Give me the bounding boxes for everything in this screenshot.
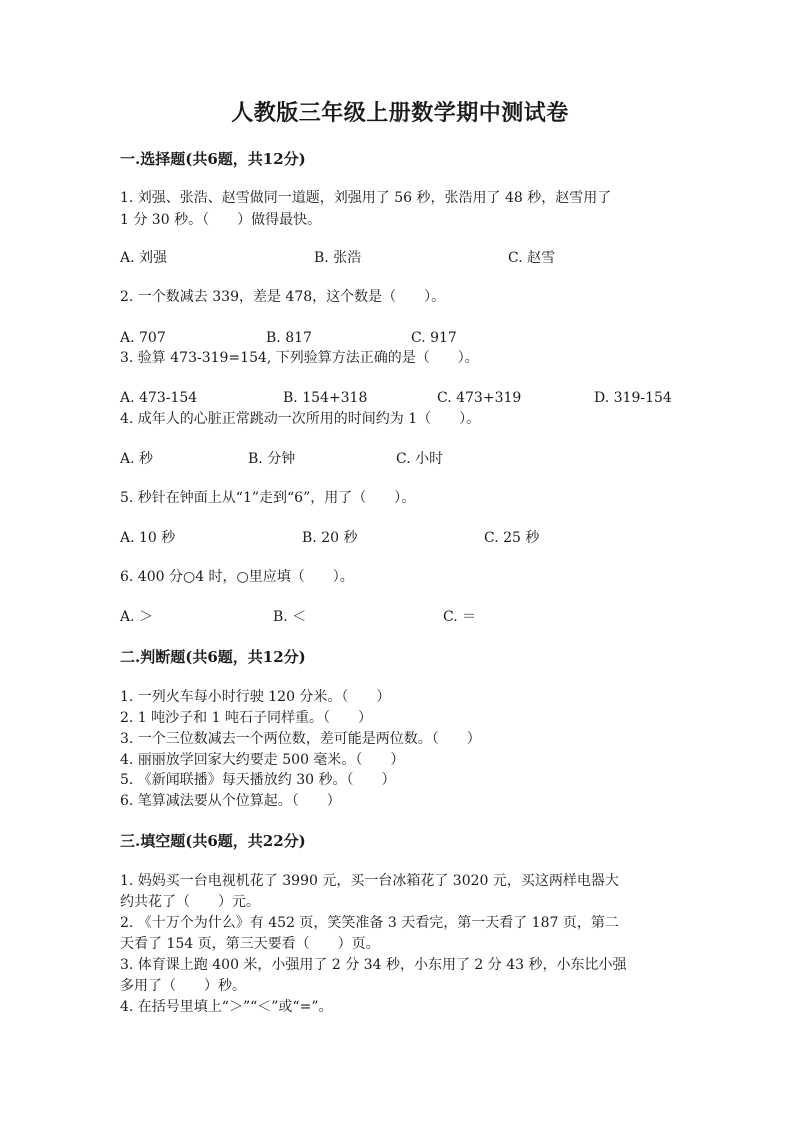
option: B. 张浩 <box>314 250 362 266</box>
fill-item-line: 多用了（ ）秒。 <box>120 978 246 994</box>
option: B. 817 <box>266 330 312 346</box>
option: C. 25 秒 <box>484 530 540 546</box>
question-line: 4. 成年人的心脏正常跳动一次所用的时间约为 1（ ）。 <box>120 411 481 427</box>
option: C. 小时 <box>396 451 444 467</box>
question-line: 6. 400 分○4 时，○里应填（ ）。 <box>120 569 354 585</box>
option: C. 917 <box>411 330 457 346</box>
judge-item: 2. 1 吨沙子和 1 吨石子同样重。（ ） <box>120 710 372 726</box>
question-line: 2. 一个数减去 339，差是 478，这个数是（ ）。 <box>120 289 446 305</box>
judge-item: 4. 丽丽放学回家大约要走 500 毫米。（ ） <box>120 752 405 768</box>
page-title: 人教版三年级上册数学期中测试卷 <box>231 100 569 126</box>
judge-item: 6. 笔算减法要从个位算起。（ ） <box>120 793 341 809</box>
option: B. 分钟 <box>248 451 296 467</box>
fill-item-line: 1. 妈妈买一台电视机花了 3990 元，买一台冰箱花了 3020 元，买这两样电器大 <box>120 873 619 889</box>
fill-item-line: 4. 在括号里填上“＞”“＜”或“=”。 <box>120 999 333 1015</box>
option: B. ＜ <box>273 609 307 625</box>
section-heading-choice: 一.选择题(共6题，共12分) <box>120 150 306 168</box>
section-heading-judge: 二.判断题(共6题，共12分) <box>120 648 306 666</box>
fill-item-line: 约共花了（ ）元。 <box>120 894 260 910</box>
judge-item: 3. 一个三位数减去一个两位数，差可能是两位数。（ ） <box>120 731 481 747</box>
judge-item: 5. 《新闻联播》每天播放约 30 秒。（ ） <box>120 772 396 788</box>
option: D. 319-154 <box>594 390 672 406</box>
question-line: 3. 验算 473-319=154, 下列验算方法正确的是（ ）。 <box>120 350 479 366</box>
option: A. 473-154 <box>120 390 198 406</box>
question-line: 5. 秒针在钟面上从“1”走到“6”，用了（ ）。 <box>120 490 416 506</box>
option: A. 10 秒 <box>120 530 176 546</box>
option: C. 赵雪 <box>508 250 556 266</box>
option: A. 秒 <box>120 451 154 467</box>
question-line: 1. 刘强、张浩、赵雪做同一道题，刘强用了 56 秒，张浩用了 48 秒，赵雪用了 <box>120 190 612 206</box>
fill-item-line: 2. 《十万个为什么》有 452 页，笑笑准备 3 天看完，第一天看了 187 页，第二 <box>120 915 619 931</box>
fill-item-line: 天看了 154 页，第三天要看（ ）页。 <box>120 936 380 952</box>
question-line: 1 分 30 秒。（ ）做得最快。 <box>120 212 322 228</box>
section-heading-fill: 三.填空题(共6题，共22分) <box>120 832 306 850</box>
option: A. ＞ <box>120 609 154 625</box>
option: B. 20 秒 <box>302 530 358 546</box>
fill-item-line: 3. 体育课上跑 400 米，小强用了 2 分 34 秒，小东用了 2 分 43 秒，小东比小强 <box>120 957 627 973</box>
option: C. ＝ <box>443 609 477 625</box>
option: B. 154+318 <box>283 390 368 406</box>
judge-item: 1. 一列火车每小时行驶 120 分米。（ ） <box>120 689 391 705</box>
option: A. 刘强 <box>120 250 168 266</box>
option: A. 707 <box>120 330 166 346</box>
option: C. 473+319 <box>437 390 522 406</box>
